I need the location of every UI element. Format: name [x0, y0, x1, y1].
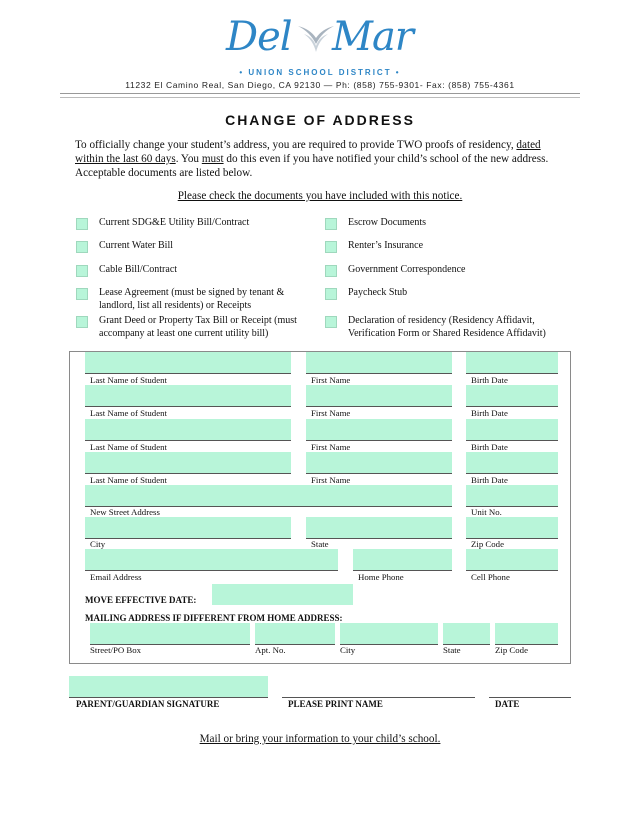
page-title: CHANGE OF ADDRESS [225, 112, 415, 128]
checkbox-water-bill[interactable] [76, 241, 88, 253]
street-address-field[interactable] [85, 485, 452, 507]
bird-logo-icon [296, 22, 336, 54]
last-name-label: Last Name of Student [90, 375, 167, 385]
mailing-apt-field[interactable] [255, 623, 335, 645]
last-name-field-1[interactable] [85, 352, 291, 374]
checkbox-government[interactable] [325, 265, 337, 277]
home-phone-field[interactable] [353, 549, 452, 571]
birth-date-field-4[interactable] [466, 452, 558, 474]
mailing-zip-label: Zip Code [495, 645, 528, 655]
doc-label: Cable Bill/Contract [99, 264, 178, 275]
birth-date-label: Birth Date [471, 475, 508, 485]
intro-text-1: To officially change your student’s address, you are required to provide TWO proofs of residency, [75, 139, 517, 151]
doc-label: Escrow Documents [348, 217, 427, 228]
cell-phone-field[interactable] [466, 549, 558, 571]
birth-date-field-1[interactable] [466, 352, 558, 374]
birth-date-field-2[interactable] [466, 385, 558, 407]
mailing-address-heading: MAILING ADDRESS IF DIFFERENT FROM HOME ADDRESS: [85, 613, 343, 623]
print-name-field[interactable] [282, 697, 475, 698]
first-name-field-2[interactable] [306, 385, 452, 407]
first-name-field-1[interactable] [306, 352, 452, 374]
intro-text-3: do this even if you have notified your child’s school of the new address. Acceptable documents are listed below. [75, 153, 549, 179]
zip-code-field[interactable] [466, 517, 558, 539]
city-field[interactable] [85, 517, 291, 539]
intro-paragraph [75, 138, 570, 180]
birth-date-label: Birth Date [471, 442, 508, 452]
intro-underlined-2: must [201, 153, 224, 165]
checkbox-escrow[interactable] [325, 218, 337, 230]
checkbox-lease[interactable] [76, 288, 88, 300]
check-instructions: Please check the documents you have included with this notice. [177, 190, 463, 202]
mailing-apt-label: Apt. No. [255, 645, 286, 655]
logo-text-mar: Mar [332, 14, 413, 60]
doc-label: Declaration of residency (Residency Affidavit, Verification Form or Shared Residence Affidavit) [348, 315, 546, 339]
email-label: Email Address [90, 572, 142, 582]
city-label: City [90, 539, 106, 549]
first-name-label: First Name [311, 442, 351, 452]
cell-phone-label: Cell Phone [471, 572, 510, 582]
doc-label: Government Correspondence [348, 264, 466, 275]
doc-label: Grant Deed or Property Tax Bill or Receipt (must accompany at least one current utility bill) [99, 315, 297, 339]
birth-date-label: Birth Date [471, 375, 508, 385]
doc-label: Paycheck Stub [348, 287, 408, 298]
logo-text-del: Del [226, 14, 292, 60]
checkbox-renters-insurance[interactable] [325, 241, 337, 253]
birth-date-label: Birth Date [471, 408, 508, 418]
mailing-state-field[interactable] [443, 623, 490, 645]
mailing-city-field[interactable] [340, 623, 438, 645]
move-date-label: MOVE EFFECTIVE DATE: [85, 595, 197, 605]
district-address: 11232 El Camino Real, San Diego, CA 92130 — Ph: (858) 755-9301- Fax: (858) 755-4361 [125, 80, 515, 90]
checkbox-sdge-bill[interactable] [76, 218, 88, 230]
mailing-state-label: State [443, 645, 461, 655]
last-name-label: Last Name of Student [90, 442, 167, 452]
state-label: State [311, 539, 329, 549]
intro-text-2: . You [175, 153, 202, 165]
signature-label: PARENT/GUARDIAN SIGNATURE [76, 699, 220, 709]
footer-instructions: Mail or bring your information to your child’s school. [199, 733, 441, 745]
intro-underlined-1: dated within the last 60 days [75, 139, 541, 165]
move-date-field[interactable] [212, 584, 353, 605]
doc-label: Current Water Bill [99, 240, 173, 251]
unit-number-label: Unit No. [471, 507, 502, 517]
district-name: • UNION SCHOOL DISTRICT • [239, 68, 401, 77]
email-field[interactable] [85, 549, 338, 571]
checkbox-paycheck[interactable] [325, 288, 337, 300]
first-name-field-3[interactable] [306, 419, 452, 441]
state-field[interactable] [306, 517, 452, 539]
checkbox-declaration[interactable] [325, 316, 337, 328]
signature-line [69, 697, 268, 698]
last-name-label: Last Name of Student [90, 475, 167, 485]
doc-label: Renter’s Insurance [348, 240, 424, 251]
first-name-label: First Name [311, 475, 351, 485]
birth-date-field-3[interactable] [466, 419, 558, 441]
mailing-street-field[interactable] [90, 623, 250, 645]
first-name-label: First Name [311, 408, 351, 418]
mailing-city-label: City [340, 645, 356, 655]
home-phone-label: Home Phone [358, 572, 404, 582]
doc-label: Lease Agreement (must be signed by tenant & landlord, list all residents) or Receipts [99, 287, 285, 311]
zip-code-label: Zip Code [471, 539, 504, 549]
checkbox-cable-bill[interactable] [76, 265, 88, 277]
unit-number-field[interactable] [466, 485, 558, 507]
header-rule [60, 93, 580, 94]
mailing-zip-field[interactable] [495, 623, 558, 645]
print-name-label: PLEASE PRINT NAME [288, 699, 383, 709]
signature-field[interactable] [69, 676, 268, 697]
date-field[interactable] [489, 697, 571, 698]
last-name-field-3[interactable] [85, 419, 291, 441]
doc-label: Current SDG&E Utility Bill/Contract [99, 217, 250, 228]
last-name-label: Last Name of Student [90, 408, 167, 418]
first-name-field-4[interactable] [306, 452, 452, 474]
date-label: DATE [495, 699, 520, 709]
last-name-field-2[interactable] [85, 385, 291, 407]
street-address-label: New Street Address [90, 507, 160, 517]
checkbox-grant-deed[interactable] [76, 316, 88, 328]
header-rule-thin [60, 97, 580, 98]
last-name-field-4[interactable] [85, 452, 291, 474]
first-name-label: First Name [311, 375, 351, 385]
mailing-street-label: Street/PO Box [90, 645, 142, 655]
